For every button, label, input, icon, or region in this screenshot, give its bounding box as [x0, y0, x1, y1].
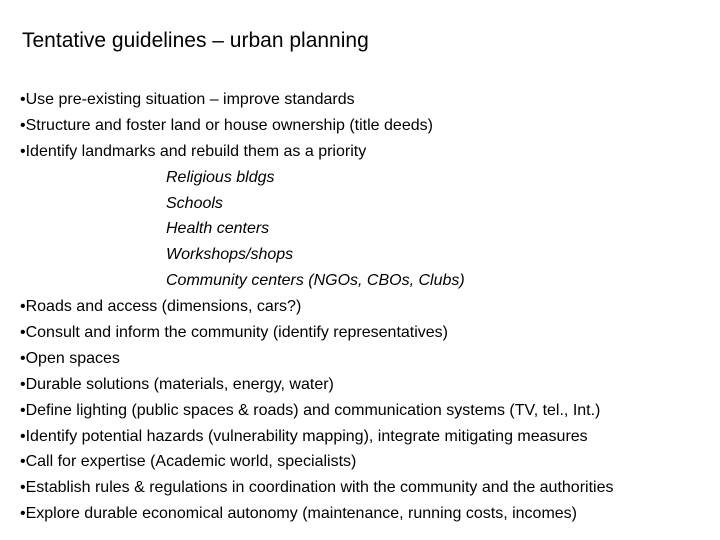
list-item: •Establish rules & regulations in coordination with the community and the authorities [20, 479, 614, 497]
sub-list-item: Health centers [166, 220, 270, 238]
sub-list-item: Workshops/shops [166, 246, 294, 264]
list-item: •Structure and foster land or house ownership (title deeds) [20, 116, 433, 134]
guideline-list [20, 87, 613, 527]
list-item: •Use pre-existing situation – improve standards [20, 91, 355, 108]
sub-list-item: Religious bldgs [166, 168, 275, 186]
list-item: •Consult and inform the community (identify representatives) [20, 324, 449, 342]
list-item: •Identify potential hazards (vulnerability mapping), integrate mitigating measures [20, 427, 588, 445]
list-item: •Open spaces [20, 349, 120, 367]
sub-list-item: Schools [166, 194, 223, 212]
slide-title: Tentative guidelines – urban planning [22, 29, 369, 52]
list-item: •Explore durable economical autonomy (maintenance, running costs, incomes) [20, 505, 577, 523]
list-item: •Roads and access (dimensions, cars?) [20, 298, 302, 316]
list-item: •Call for expertise (Academic world, specialists) [20, 453, 357, 471]
list-item: •Durable solutions (materials, energy, water) [20, 375, 334, 393]
list-item: •Identify landmarks and rebuild them as a priority [20, 142, 367, 160]
list-item: •Define lighting (public spaces & roads) and communication systems (TV, tel., Int.) [20, 401, 601, 419]
sub-list-item: Community centers (NGOs, CBOs, Clubs) [166, 272, 465, 290]
